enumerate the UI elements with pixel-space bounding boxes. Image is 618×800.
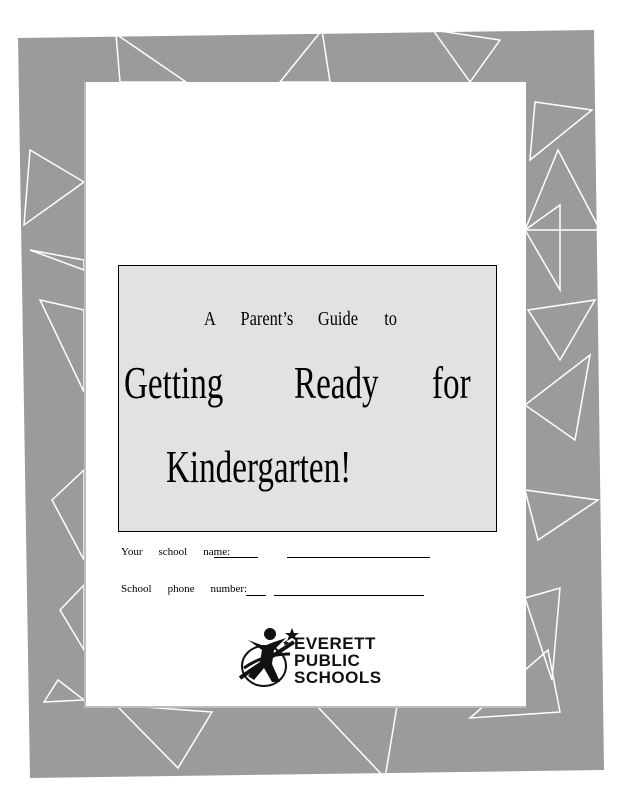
school-phone-field-extended[interactable] bbox=[274, 595, 424, 596]
label-word: number: bbox=[210, 583, 248, 595]
school-name-field-extended[interactable] bbox=[287, 557, 430, 558]
logo-wordmark bbox=[294, 635, 382, 686]
label-word: phone bbox=[167, 583, 195, 595]
title-word-for: for bbox=[432, 357, 471, 408]
subtitle-word: A bbox=[204, 308, 216, 330]
subtitle-word: Guide bbox=[317, 308, 358, 330]
school-phone-field[interactable] bbox=[246, 595, 266, 596]
title-word-ready: Ready bbox=[294, 357, 379, 408]
school-name-field[interactable] bbox=[214, 557, 258, 558]
subtitle-word: Parent’s bbox=[240, 308, 294, 330]
title-word-getting: Getting bbox=[124, 357, 224, 408]
label-word: Your bbox=[121, 546, 143, 558]
label-word: school bbox=[158, 546, 188, 558]
label-word: School bbox=[121, 583, 152, 595]
subtitle-word: to bbox=[384, 308, 397, 330]
label-word: name: bbox=[203, 546, 231, 558]
logo-line: EVERETT bbox=[294, 634, 376, 653]
school-phone-label bbox=[121, 583, 247, 595]
logo-line: PUBLIC bbox=[294, 651, 361, 670]
title-word-kindergarten: Kindergarten! bbox=[166, 441, 352, 492]
subtitle bbox=[204, 308, 422, 331]
logo-line: SCHOOLS bbox=[294, 668, 382, 687]
